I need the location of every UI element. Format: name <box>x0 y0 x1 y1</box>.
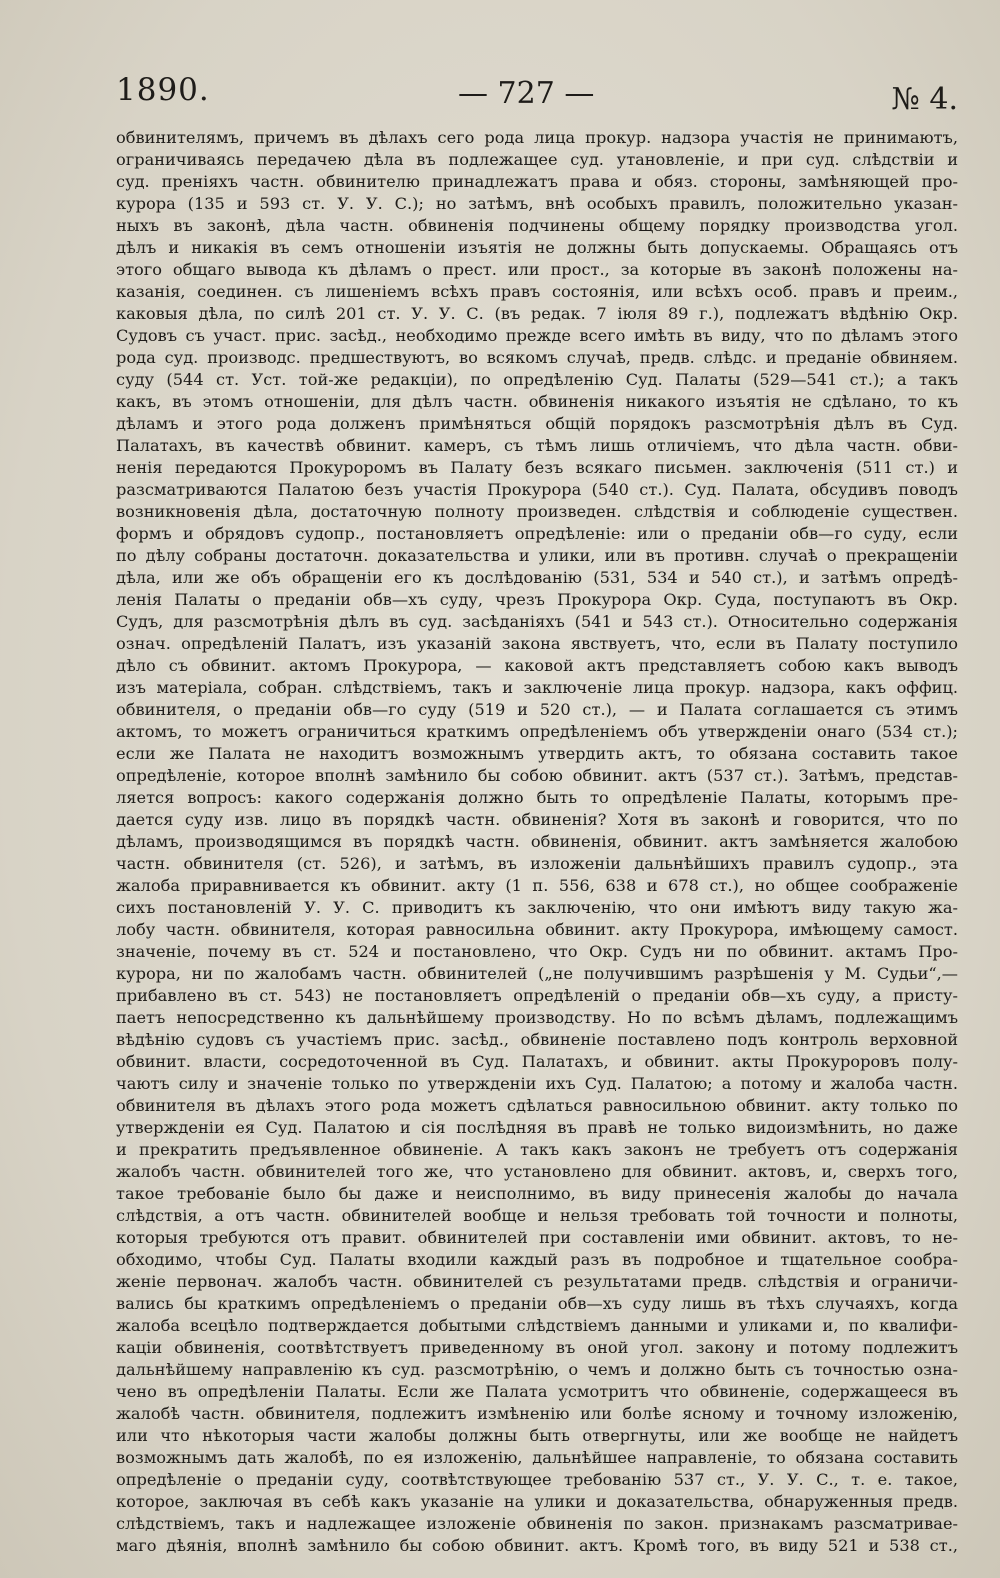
text-line: которыя требуются отъ правит. обвинителей при составленіи ими обвинит. актовъ, то не- <box>116 1228 958 1247</box>
text-line: дѣламъ, производящимся въ порядкѣ частн. обвиненія, обвинит. актъ замѣняется жалобою <box>116 832 958 851</box>
text-line: суд. преніяхъ частн. обвинителю принадлежатъ права и обяз. стороны, замѣняющей про- <box>116 172 958 191</box>
text-line: дѣла, или же объ обращеніи его къ дослѣдованію (531, 534 и 540 ст.), и затѣмъ опредѣ- <box>116 568 958 587</box>
text-line: возможнымъ дать жалобѣ, по ея изложенію, дальнѣйшее направленіе, то обязана составить <box>116 1448 958 1467</box>
text-line: утвержденіи ея Суд. Палатою и сія послѣдняя въ правѣ не только видоизмѣнить, но даже <box>116 1118 958 1137</box>
text-line: слѣдствія, а отъ частн. обвинителей вообще и нельзя требовать той точности и полноты, <box>116 1206 958 1225</box>
text-line: вались бы краткимъ опредѣленіемъ о преданіи обв—хъ суду лишь въ тѣхъ случаяхъ, когда <box>116 1294 958 1313</box>
text-line: ныхъ въ законѣ, дѣла частн. обвиненія подчинены общему порядку производства угол. <box>116 216 958 235</box>
text-line: формъ и обрядовъ судопр., постановляетъ опредѣленіе: или о преданіи обв—го суду, если <box>116 524 958 543</box>
text-line: и прекратить предъявленное обвиненіе. А такъ какъ законъ не требуетъ отъ содержанія <box>116 1140 958 1159</box>
text-line: возникновенія дѣла, достаточную полноту произведен. слѣдствія и соблюденіе существен. <box>116 502 958 521</box>
text-line: жалоба приравнивается къ обвинит. акту (1 п. 556, 638 и 678 ст.), но общее соображеніе <box>116 876 958 895</box>
text-line: Судовъ съ участ. прис. засѣд., необходимо прежде всего имѣть въ виду, что по дѣламъ этого <box>116 326 958 345</box>
text-line: паетъ непосредственно къ дальнѣйшему производству. Но по всѣмъ дѣламъ, подлежащимъ <box>116 1008 958 1027</box>
text-line: по дѣлу собраны достаточн. доказательства и улики, или въ противн. случаѣ о прекращеніи <box>116 546 958 565</box>
text-line: актомъ, то можетъ ограничиться краткимъ опредѣленіемъ объ утвержденіи онаго (534 ст.); <box>116 722 958 741</box>
text-line: каціи обвиненія, соотвѣтствуетъ приведенному въ оной угол. закону и потому подлежитъ <box>116 1338 958 1357</box>
text-line: обвинителя въ дѣлахъ этого рода можетъ сдѣлаться равносильною обвинит. акту только по <box>116 1096 958 1115</box>
text-line: ограничиваясь передачею дѣла въ подлежащее суд. утановленіе, и при суд. слѣдствіи и <box>116 150 958 169</box>
text-line: чено въ опредѣленіи Палаты. Если же Палата усмотритъ что обвиненіе, содержащееся въ <box>116 1382 958 1401</box>
text-line: дѣлъ и никакія въ семъ отношеніи изъятія не должны быть допускаемы. Обращаясь отъ <box>116 238 958 257</box>
text-line: чаютъ силу и значеніе только по утвержденіи ихъ Суд. Палатою; а потому и жалоба частн. <box>116 1074 958 1093</box>
text-line: вѣдѣнію судовъ съ участіемъ прис. засѣд., обвиненіе поставлено подъ контроль верховной <box>116 1030 958 1049</box>
header-year: 1890. <box>116 72 210 108</box>
text-line: слѣдствіемъ, такъ и надлежащее изложеніе обвиненія по закон. признакамъ разсматривае- <box>116 1514 958 1533</box>
text-line: суду (544 ст. Уст. той-же редакціи), по опредѣленію Суд. Палаты (529—541 ст.); а такъ <box>116 370 958 389</box>
text-line: лобу частн. обвинителя, которая равносильна обвинит. акту Прокурора, имѣющему самост. <box>116 920 958 939</box>
text-line: жалоба всецѣло подтверждается добытыми слѣдствіемъ данными и уликами и, по квалифи- <box>116 1316 958 1335</box>
text-line: жалобѣ частн. обвинителя, подлежитъ измѣненію или болѣе ясному и точному изложенію, <box>116 1404 958 1423</box>
text-line: обходимо, чтобы Суд. Палаты входили каждый разъ въ подробное и тщательное сообра- <box>116 1250 958 1269</box>
page-header <box>116 72 960 122</box>
text-line: которое, заключая въ себѣ какъ указаніе на улики и доказательства, обнаруженныя предв. <box>116 1492 958 1511</box>
text-line: какъ, въ этомъ отношеніи, для дѣлъ частн. обвиненія никакого изъятія не сдѣлано, то къ <box>116 392 958 411</box>
text-line: обвинителямъ, причемъ въ дѣлахъ сего рода лица прокур. надзора участія не принимаютъ, <box>116 128 958 147</box>
text-line: если же Палата не находитъ возможнымъ утвердить актъ, то обязана составить такое <box>116 744 958 763</box>
text-line: рода суд. производс. предшествуютъ, во всякомъ случаѣ, предв. слѣдс. и преданіе обвиняем. <box>116 348 958 367</box>
text-line: опредѣленіе о преданіи суду, соотвѣтствующее требованію 537 ст., У. У. С., т. е. такое, <box>116 1470 958 1489</box>
text-line: женіе первонач. жалобъ частн. обвинителей съ результатами предв. слѣдствія и ограничи- <box>116 1272 958 1291</box>
text-line: опредѣленіе, которое вполнѣ замѣнило бы собою обвинит. актъ (537 ст.). Затѣмъ, представ- <box>116 766 958 785</box>
text-line: сихъ постановленій У. У. С. приводитъ къ заключенію, что они имѣютъ виду такую жа- <box>116 898 958 917</box>
text-line: прибавлено въ ст. 543) не постановляетъ опредѣленій о преданіи обв—хъ суду, а присту- <box>116 986 958 1005</box>
text-line: дѣло съ обвинит. актомъ Прокурора, — каковой актъ представляетъ собою какъ выводъ <box>116 656 958 675</box>
text-line: значеніе, почему въ ст. 524 и постановлено, что Окр. Судъ ни по обвинит. актамъ Про- <box>116 942 958 961</box>
text-line: обвинит. власти, сосредоточенной въ Суд. Палатахъ, и обвинит. акты Прокуроровъ полу- <box>116 1052 958 1071</box>
text-line: дальнѣйшему направленію къ суд. разсмотрѣнію, о чемъ и должно быть съ точностью озна- <box>116 1360 958 1379</box>
text-line: такое требованіе было бы даже и неисполнимо, въ виду принесенія жалобы до начала <box>116 1184 958 1203</box>
text-line: дѣламъ и этого рода долженъ примѣняться общій порядокъ разсмотрѣнія дѣлъ въ Суд. <box>116 414 958 433</box>
text-line: разсматриваются Палатою безъ участія Прокурора (540 ст.). Суд. Палата, обсудивъ поводъ <box>116 480 958 499</box>
text-line: ляется вопросъ: какого содержанія должно быть то опредѣленіе Палаты, которымъ пре- <box>116 788 958 807</box>
text-line: Палатахъ, въ качествѣ обвинит. камеръ, съ тѣмъ лишь отличіемъ, что дѣла частн. обви- <box>116 436 958 455</box>
text-line: обвинителя, о преданіи обв—го суду (519 и 520 ст.), — и Палата соглашается съ этимъ <box>116 700 958 719</box>
text-line: ленія Палаты о преданіи обв—хъ суду, чрезъ Прокурора Окр. Суда, поступаютъ въ Окр. <box>116 590 958 609</box>
text-line: этого общаго вывода къ дѣламъ о прест. или прост., за которые въ законѣ положены на- <box>116 260 958 279</box>
text-line: означ. опредѣленій Палатъ, изъ указаній закона явствуетъ, что, если въ Палату поступило <box>116 634 958 653</box>
text-line: ненія передаются Прокуроромъ въ Палату безъ всякаго письмен. заключенія (511 ст.) и <box>116 458 958 477</box>
text-line: частн. обвинителя (ст. 526), и затѣмъ, въ изложеніи дальнѣйшихъ правилъ судопр., эта <box>116 854 958 873</box>
text-line: дается суду изв. лицо въ порядкѣ частн. обвиненія? Хотя въ законѣ и говорится, что по <box>116 810 958 829</box>
body-text <box>116 127 958 1557</box>
text-line: жалобъ частн. обвинителей того же, что установлено для обвинит. актовъ, и, сверхъ того, <box>116 1162 958 1181</box>
text-line: курора, ни по жалобамъ частн. обвинителей („не получившимъ разрѣшенія у М. Судьи“,— <box>116 964 958 983</box>
text-line: курора (135 и 593 ст. У. У. С.); но затѣмъ, внѣ особыхъ правилъ, положительно указан- <box>116 194 958 213</box>
text-line: каковыя дѣла, по силѣ 201 ст. У. У. С. (въ редак. 7 іюля 89 г.), подлежатъ вѣдѣнію Окр. <box>116 304 958 323</box>
header-page-number: — 727 — <box>458 76 595 111</box>
text-line: изъ матеріала, собран. слѣдствіемъ, такъ и заключеніе лица прокур. надзора, какъ оффиц. <box>116 678 958 697</box>
text-line: Судъ, для разсмотрѣнія дѣлъ въ суд. засѣданіяхъ (541 и 543 ст.). Относительно содержанія <box>116 612 958 631</box>
text-line: или что нѣкоторыя части жалобы должны быть отвергнуты, или же вообще не найдетъ <box>116 1426 958 1445</box>
header-issue-number: № 4. <box>891 82 958 117</box>
text-line: казанія, соединен. съ лишеніемъ всѣхъ правъ состоянія, или всѣхъ особ. правъ и преим., <box>116 282 958 301</box>
text-line: маго дѣянія, вполнѣ замѣнило бы собою обвинит. актъ. Кромѣ того, въ виду 521 и 538 ст., <box>116 1536 958 1555</box>
